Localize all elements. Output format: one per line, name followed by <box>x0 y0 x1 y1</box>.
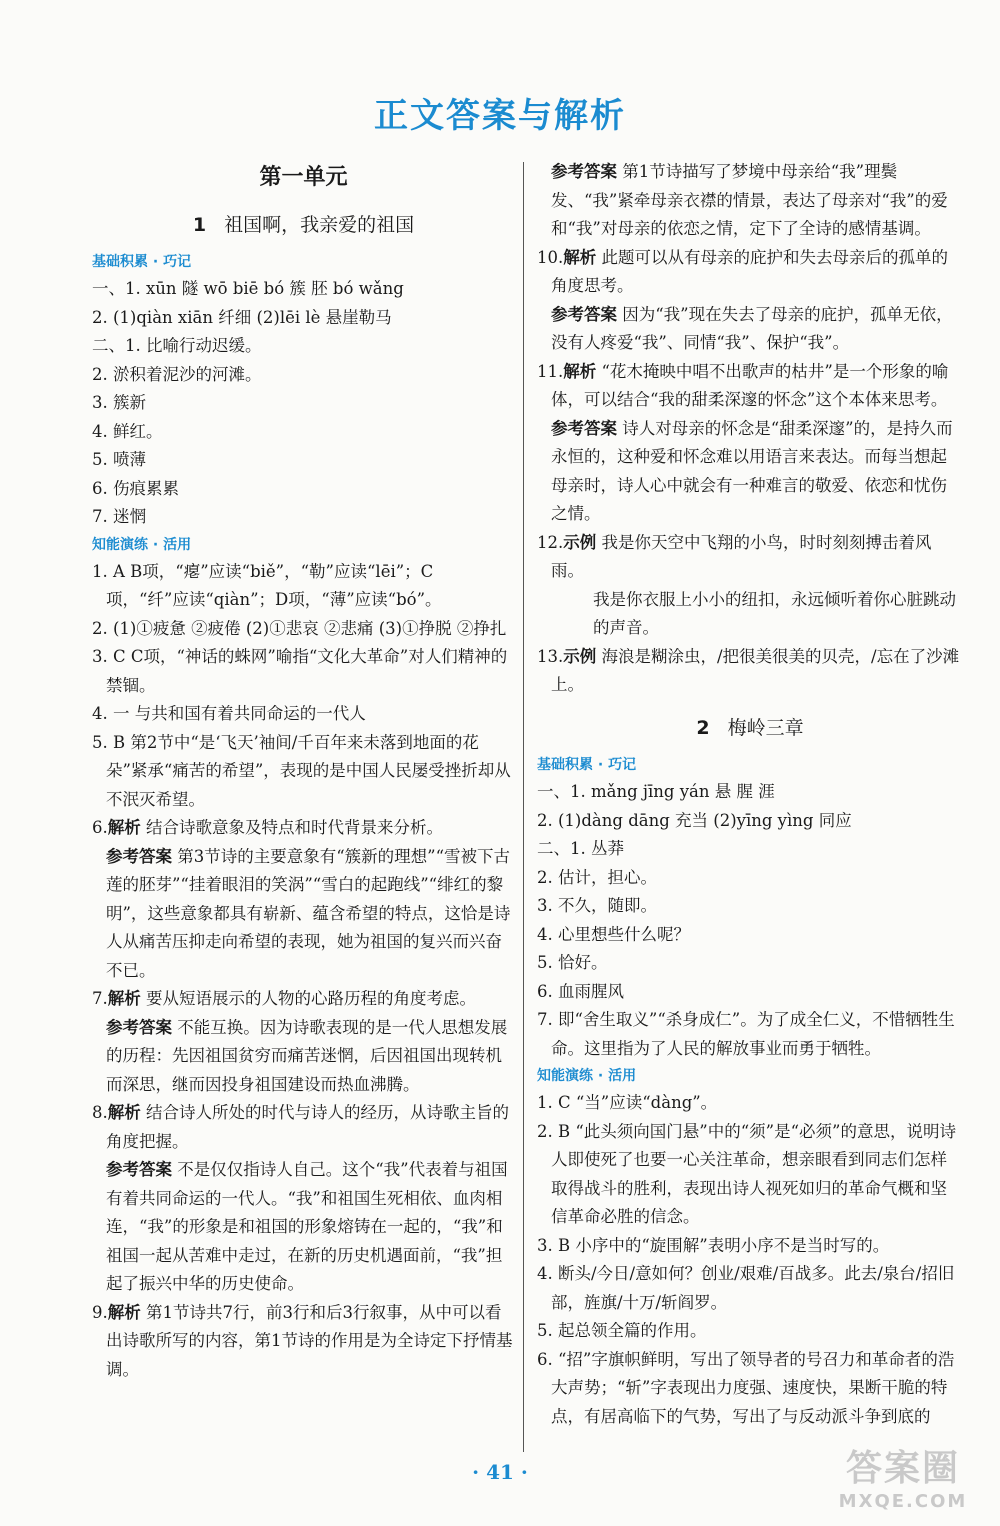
lesson-number: 1 <box>192 213 207 236</box>
watermark-url: MXQE.COM <box>838 1491 968 1512</box>
analysis-tag: 解析 <box>107 989 141 1008</box>
analysis-tag: 解析 <box>107 1302 141 1322</box>
answer-tag: 参考答案 <box>551 418 617 438</box>
analysis-tag: 解析 <box>107 818 141 837</box>
answer-item: 二、1. 丛莽 <box>537 839 624 858</box>
answer-item <box>92 985 515 1014</box>
answer-item: 2. (1)dàng dāng 充当 (2)yīng yìng 同应 <box>537 810 852 830</box>
reference-answer <box>537 301 963 358</box>
answer-item: 2. (1)①疲惫 ②疲倦 (2)①悲哀 ②悲痛 (3)①挣脱 ②挣扎 <box>92 618 507 638</box>
answer-item: 7. 即“舍生取义”“杀身成仁”。为了成全仁义，不惜牺牲生命。这里指为了人民的解放事业而勇于牺牲。 <box>537 1010 955 1058</box>
reference-answer <box>537 415 963 529</box>
analysis-tag: 解析 <box>107 1103 141 1122</box>
lesson-title <box>92 211 515 240</box>
example-text: 海浪是糊涂虫，/把很美很美的贝壳，/忘在了沙滩上。 <box>551 646 960 694</box>
item-number: 10. <box>537 247 564 267</box>
answer-item: 3. C C项，“神话的蛛网”喻指“文化大革命”对人们精神的禁锢。 <box>92 647 508 695</box>
lesson-number: 2 <box>696 716 710 739</box>
section-heading: 知能演练 · 活用 <box>92 536 192 553</box>
watermark-logo <box>818 1440 988 1512</box>
answer-item: 6. “招”字旗帜鲜明，写出了领导者的号召力和革命者的浩大声势；“斩”字表现出力度强、速度快，果断干脆的特点，有居高临下的气势，写出了与反动派斗争到底的 <box>537 1349 955 1426</box>
example-text-2: 我是你衣服上小小的纽扣，永远倾听着你心脏跳动的声音。 <box>593 589 956 637</box>
answer-item: 4. 一 与共和国有着共同命运的一代人 <box>92 704 366 723</box>
section-heading: 基础积累 · 巧记 <box>92 254 192 270</box>
analysis-text: “花木掩映中唱不出歌声的枯井”是一个形象的喻体，可以结合“我的甜柔深邃的怀念”这个本体来思考。 <box>551 361 949 409</box>
item-number: 7. <box>92 989 108 1008</box>
answer-item: 一、1. mǎng jīng yán 悬 腥 涯 <box>537 782 775 801</box>
answer-item: 5. 起总领全篇的作用。 <box>537 1321 707 1340</box>
answer-item: 4. 断头/今日/意如何？创业/艰难/百战多。此去/泉台/招旧部，旌旗/十万/斩阎罗。 <box>537 1264 955 1312</box>
answer-tag: 参考答案 <box>106 1160 172 1179</box>
lesson-name: 祖国啊，我亲爱的祖国 <box>224 213 415 236</box>
answer-item: 3. B 小序中的“旋围解”表明小序不是当时写的。 <box>537 1235 890 1255</box>
answer-text: 不能互换。因为诗歌表现的是一代人思想发展的历程：先因祖国贫穷而痛苦迷惘，后因祖国出现转机而深思，继而因投身祖国建设而热血沸腾。 <box>106 1017 508 1094</box>
page-title: 正文答案与解析 <box>374 96 626 136</box>
item-number: 13. <box>537 646 564 666</box>
answer-item: 4. 心里想些什么呢？ <box>537 924 690 944</box>
answer-item: 7. 迷惘 <box>92 507 146 526</box>
example-tag: 示例 <box>563 532 597 552</box>
watermark-text: 答案圈 <box>845 1448 960 1489</box>
analysis-text: 结合诗歌意象及特点和时代背景来分析。 <box>146 818 443 837</box>
analysis-text: 结合诗人所处的时代与诗人的经历，从诗歌主旨的角度把握。 <box>106 1103 509 1151</box>
answer-text: 不是仅仅指诗人自己。这个“我”代表着与祖国有着共同命运的一代人。“我”和祖国生死相依、血肉相连，“我”的形象是和祖国的形象熔铸在一起的，“我”和祖国一起从苦难中走过，在新的历史机遇面前，“我”担起了振兴中华的历史使命。 <box>106 1160 508 1293</box>
analysis-tag: 解析 <box>563 247 597 267</box>
answer-item: 2. B “此头须向国门悬”中的“须”是“必须”的意思，说明诗人即使死了也要一心关注革命，想亲眼看到同志们怎样取得战斗的胜利，表现出诗人视死如归的革命气概和坚信革命必胜的信念。 <box>537 1121 956 1226</box>
reference-answer <box>92 1014 515 1100</box>
example-text: 我是你天空中飞翔的小鸟，时时刻刻搏击着风雨。 <box>551 532 932 580</box>
item-number: 11. <box>537 361 564 381</box>
answer-item <box>92 814 515 843</box>
unit-title: 第一单元 <box>259 165 348 190</box>
answer-text: 诗人对母亲的怀念是“甜柔深邃”的，是持久而永恒的，这种爱和怀念难以用语言来表达。而每当想起母亲时，诗人心中就会有一种难言的敬爱、依恋和忧伤之情。 <box>551 418 953 523</box>
page-number: · 41 · <box>472 1460 528 1484</box>
answer-item: 3. 不久，随即。 <box>537 896 657 915</box>
analysis-text: 要从短语展示的人物的心路历程的角度考虑。 <box>146 989 476 1008</box>
answer-item: 二、1. 比喻行动迟缓。 <box>92 336 262 355</box>
column-divider <box>523 162 524 1452</box>
answer-item: 2. 淤积着泥沙的河滩。 <box>92 364 262 384</box>
answer-tag: 参考答案 <box>551 304 617 324</box>
answer-item <box>92 1299 515 1385</box>
answer-tag: 参考答案 <box>551 162 617 181</box>
answer-item: 1. C “当”应读“dàng”。 <box>537 1093 718 1112</box>
answer-item <box>537 358 963 415</box>
answer-item <box>537 244 963 301</box>
reference-answer <box>92 843 515 986</box>
answer-item: 4. 鲜红。 <box>92 421 163 441</box>
answer-item: 5. 喷薄 <box>92 450 146 469</box>
answer-text: 第3节诗的主要意象有“簇新的理想”“雪被下古莲的胚芽”“挂着眼泪的笑涡”“雪白的起跑线”“绯红的黎明”，这些意象都具有崭新、蕴含希望的特点，这恰是诗人从痛苦压抑走向希望的表现，她为祖国的复兴而兴奋不已。 <box>106 846 511 980</box>
item-number: 8. <box>92 1103 108 1122</box>
answer-item: 2. 估计，担心。 <box>537 867 657 887</box>
item-number: 6. <box>92 818 108 837</box>
answer-text: 第1节诗描写了梦境中母亲给“我”理鬓发、“我”紧牵母亲衣襟的情景，表达了母亲对“我”的爱和“我”对母亲的依恋之情，定下了全诗的感情基调。 <box>551 162 948 238</box>
reference-answer <box>92 1156 515 1299</box>
answer-item: 6. 伤痕累累 <box>92 478 179 498</box>
answer-item: 1. A B项，“瘪”应读“biě”，“勒”应读“lēi”；C项，“纤”应读“qiàn”；D项，“薄”应读“bó”。 <box>92 561 442 609</box>
answer-tag: 参考答案 <box>106 846 172 866</box>
answer-item: 一、1. xūn 隧 wō biē bó 簇 胚 bó wǎng <box>92 279 404 298</box>
answer-item <box>537 643 963 700</box>
answer-item <box>92 1099 515 1156</box>
analysis-text: 第1节诗共7行，前3行和后3行叙事，从中可以看出诗歌所写的内容，第1节诗的作用是为全诗定下抒情基调。 <box>106 1302 513 1379</box>
answer-item: 5. 恰好。 <box>537 953 608 972</box>
answer-item: 6. 血雨腥风 <box>537 981 624 1001</box>
answer-item: 3. 簇新 <box>92 393 146 412</box>
section-heading: 基础积累 · 巧记 <box>537 757 637 773</box>
item-number: 12. <box>537 532 564 552</box>
section-heading: 知能演练 · 活用 <box>537 1068 637 1084</box>
example-tag: 示例 <box>563 646 597 666</box>
right-column <box>537 158 963 1431</box>
answer-item: 2. (1)qiàn xiān 纤细 (2)lēi lè 悬崖勒马 <box>92 307 392 327</box>
analysis-text: 此题可以从有母亲的庇护和失去母亲后的孤单的角度思考。 <box>551 247 948 295</box>
lesson-name: 梅岭三章 <box>727 716 804 739</box>
answer-item <box>537 529 963 586</box>
analysis-tag: 解析 <box>563 361 597 381</box>
reference-answer <box>537 158 963 244</box>
lesson-title <box>537 714 963 743</box>
answer-item: 5. B 第2节中“是‘飞天’袖间/千百年来未落到地面的花朵”紧承“痛苦的希望”，表现的是中国人民屡受挫折却从不泯灭希望。 <box>92 732 511 809</box>
answer-text: 因为“我”现在失去了母亲的庇护，孤单无依，没有人疼爱“我”、同情“我”、保护“我”。 <box>551 304 953 352</box>
left-column <box>92 158 515 1384</box>
item-number: 9. <box>92 1302 108 1322</box>
answer-tag: 参考答案 <box>106 1017 172 1037</box>
